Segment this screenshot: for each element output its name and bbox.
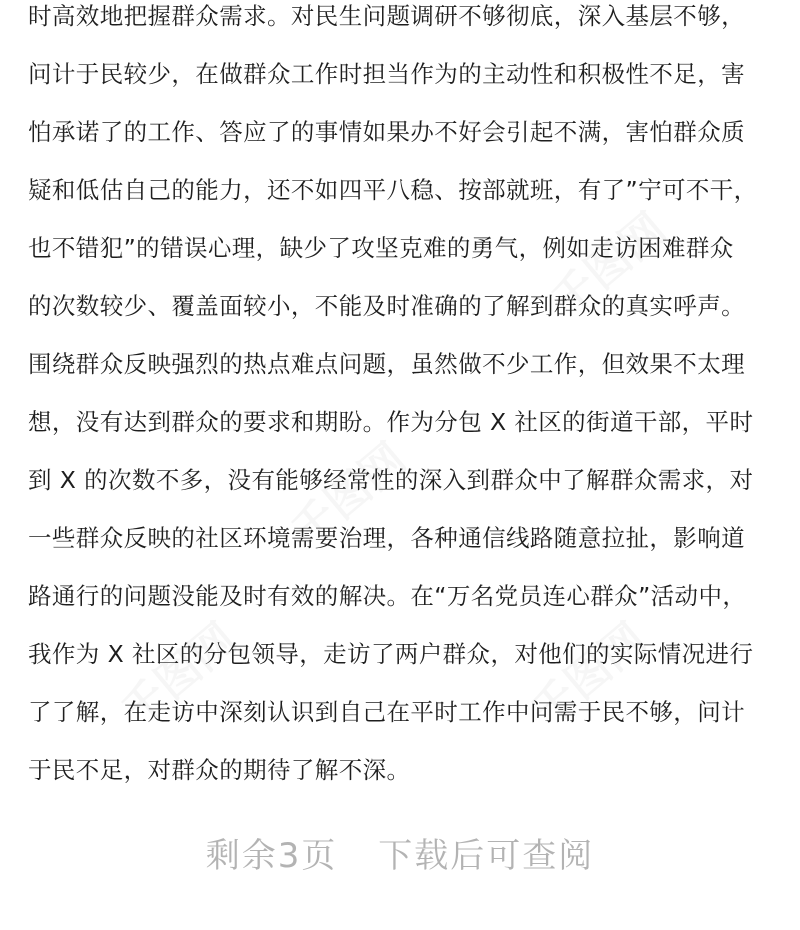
text-line: 问计于民较少，在做群众工作时担当作为的主动性和积极性不足，害 [28, 60, 745, 88]
document-body [28, 0, 778, 812]
download-hint-label: 下载后可查阅 [378, 836, 595, 876]
text-line: 于民不足，对群众的期待了解不深。 [28, 756, 411, 784]
text-line: 我作为 X 社区的分包领导，走访了两户群众，对他们的实际情况进行 [28, 640, 754, 668]
remaining-pages-notice[interactable] [0, 828, 800, 877]
text-line: 到 X 的次数不多，没有能够经常性的深入到群众中了解群众需求，对 [28, 466, 754, 494]
text-line: 路通行的问题没能及时有效的解决。在“万名党员连心群众”活动中， [28, 582, 747, 610]
text-line: 也不错犯”的错误心理，缺少了攻坚克难的勇气，例如走访困难群众 [28, 234, 734, 262]
text-line: 围绕群众反映强烈的热点难点问题，虽然做不少工作，但效果不太理 [28, 350, 745, 378]
text-line: 时高效地把握群众需求。对民生问题调研不够彻底，深入基层不够， [28, 2, 745, 30]
text-line: 了了解，在走访中深刻认识到自己在平时工作中问需于民不够，问计 [28, 698, 745, 726]
text-line: 疑和低估自己的能力，还不如四平八稳、按部就班，有了”宁可不干， [28, 176, 758, 204]
text-line: 一些群众反映的社区环境需要治理，各种通信线路随意拉扯，影响道 [28, 524, 745, 552]
text-line: 的次数较少、覆盖面较小，不能及时准确的了解到群众的真实呼声。 [28, 292, 745, 320]
text-line: 想，没有达到群众的要求和期盼。作为分包 X 社区的街道干部，平时 [28, 408, 754, 436]
text-line: 怕承诺了的工作、答应了的事情如果办不好会引起不满，害怕群众质 [28, 118, 745, 146]
remaining-pages-label: 剩余3页 [205, 836, 338, 876]
